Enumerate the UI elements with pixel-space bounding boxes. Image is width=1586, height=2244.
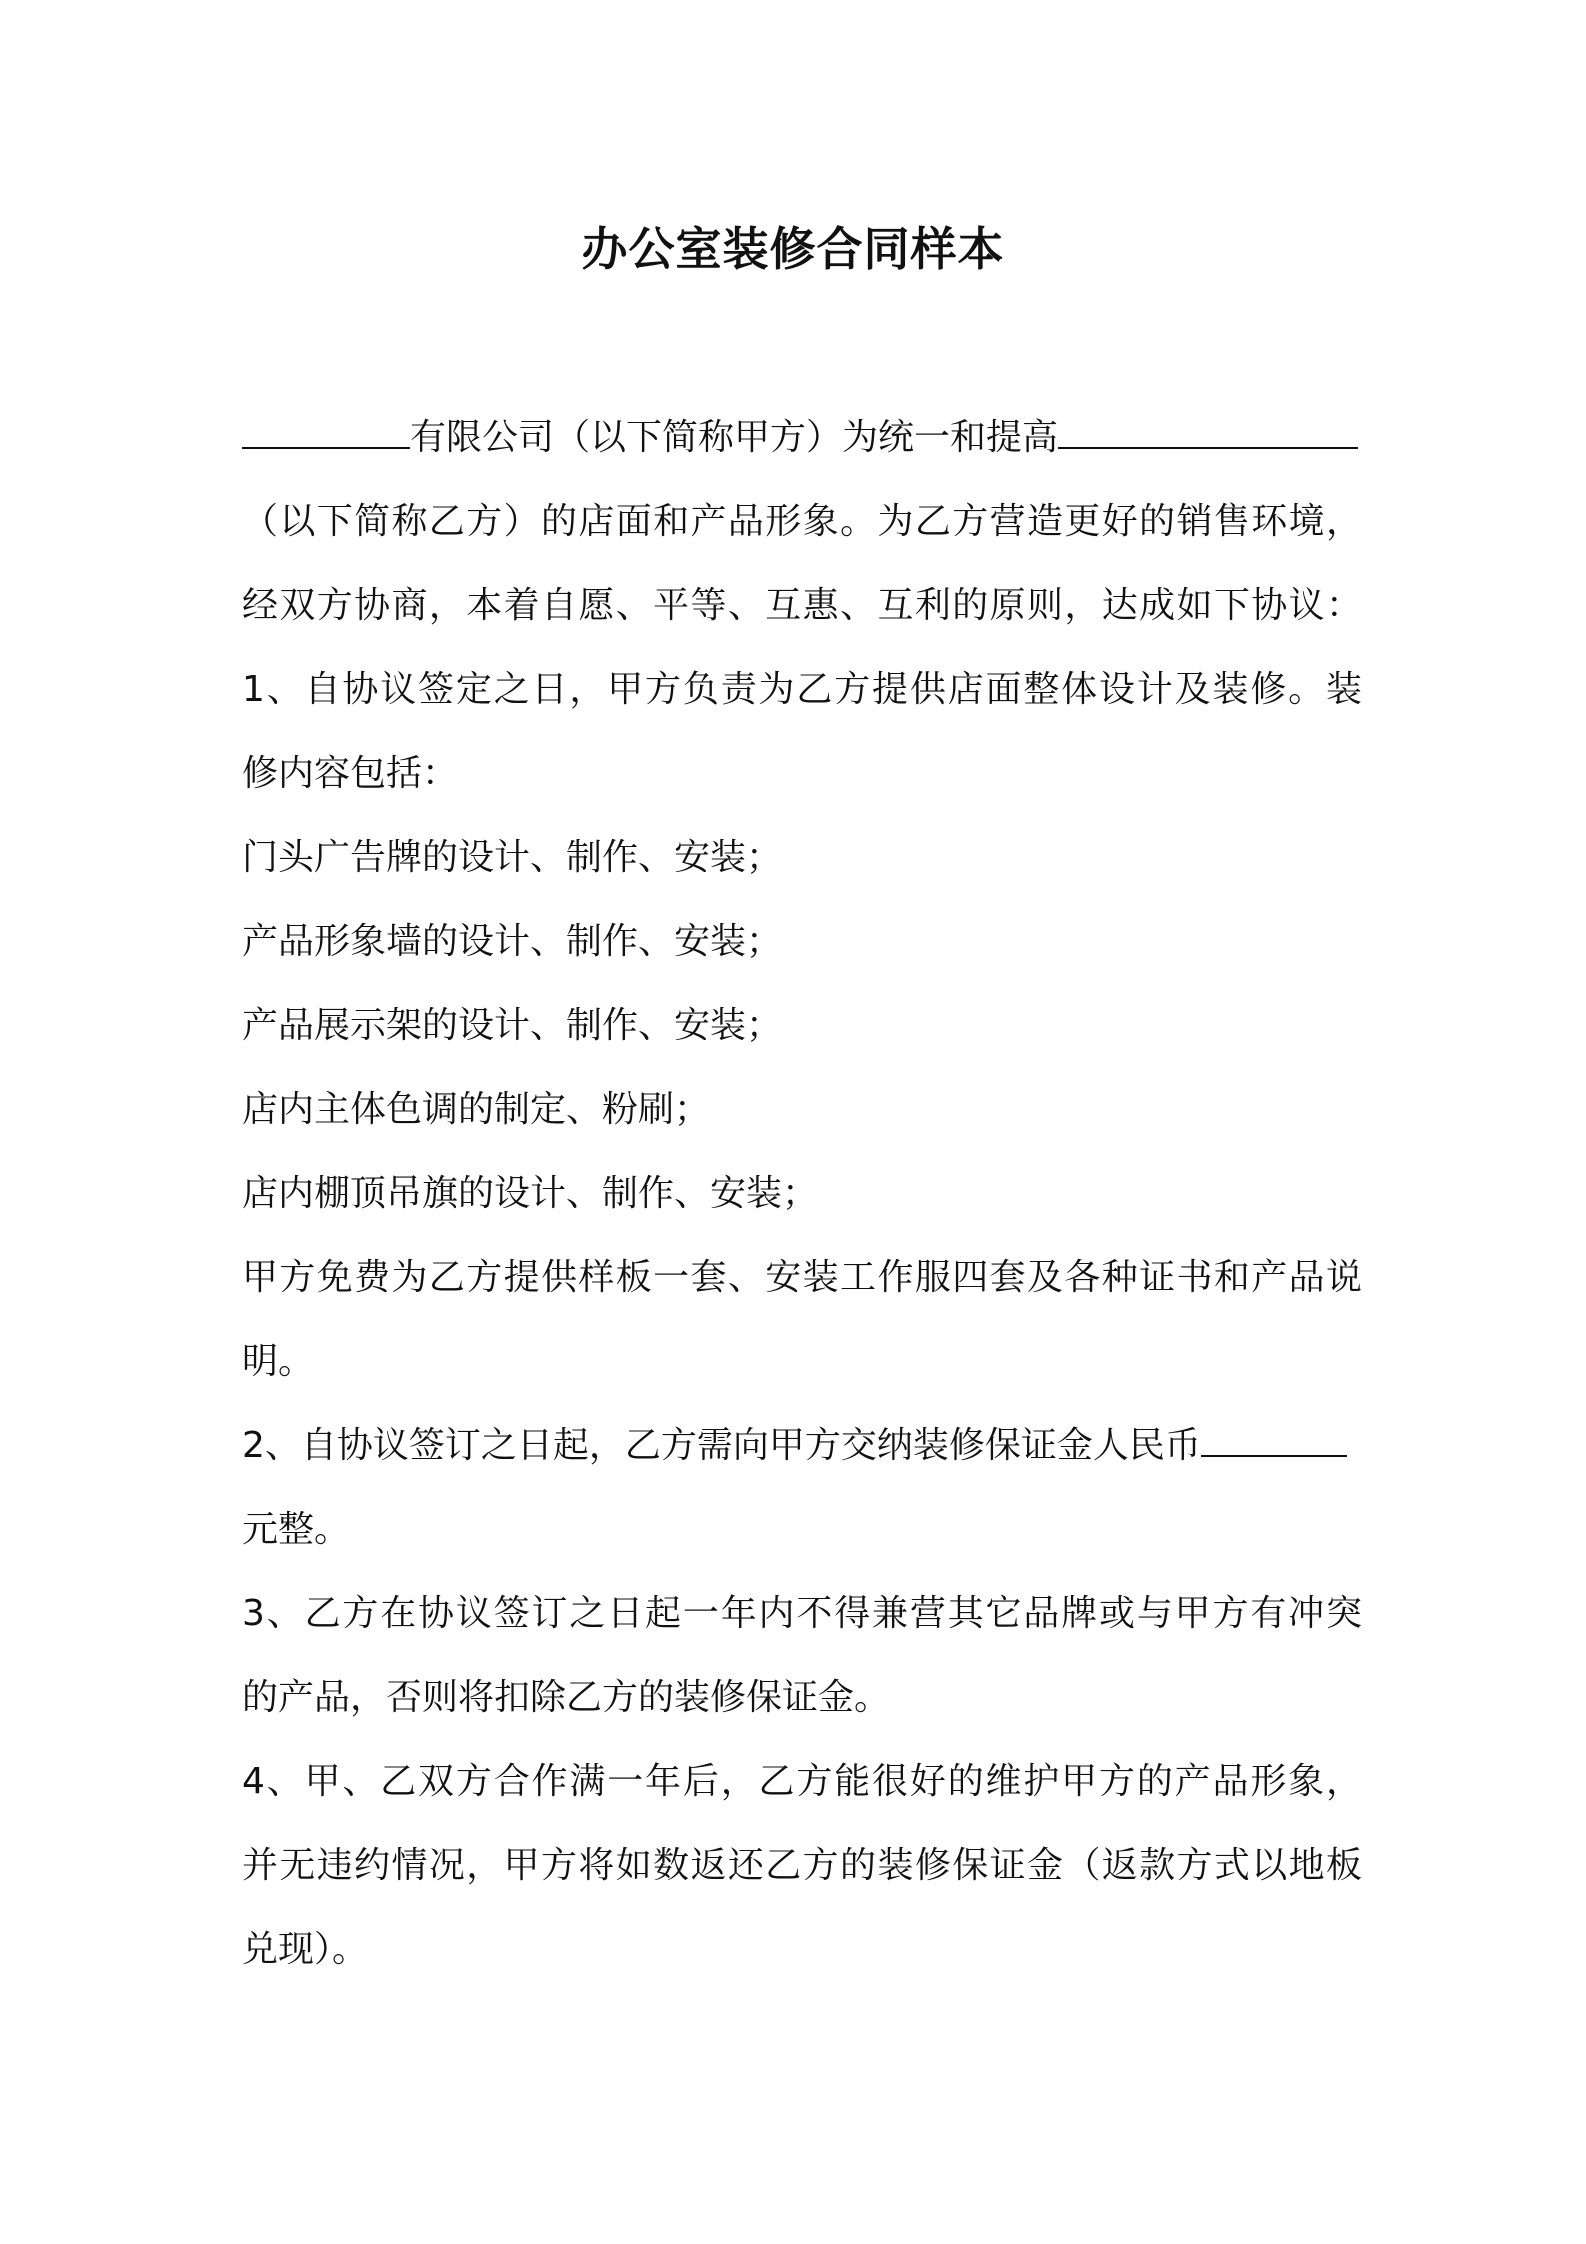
party-b-name-blank xyxy=(1058,411,1358,449)
document-title: 办公室装修合同样本 xyxy=(581,222,1005,276)
clause-2-line-1-text: 2、自协议签订之日起，乙方需向甲方交纳装修保证金人民币 xyxy=(242,1425,1201,1466)
intro-line-2: （以下简称乙方）的店面和产品形象。为乙方营造更好的销售环境， xyxy=(242,501,1362,542)
clause-1-extra-line-1: 甲方免费为乙方提供样板一套、安装工作服四套及各种证书和产品说 xyxy=(242,1257,1362,1298)
clause-1-item: 店内棚顶吊旗的设计、制作、安装； xyxy=(242,1173,819,1214)
clause-2-line-1 xyxy=(242,1418,1362,1474)
clause-1-line-2: 修内容包括： xyxy=(242,753,459,794)
clause-3-line-2: 的产品，否则将扣除乙方的装修保证金。 xyxy=(242,1677,891,1718)
clause-4-line-3: 兑现）。 xyxy=(242,1929,369,1970)
clause-1-item: 产品展示架的设计、制作、安装； xyxy=(242,1005,783,1046)
clause-4-line-1: 4、甲、乙双方合作满一年后，乙方能很好的维护甲方的产品形象， xyxy=(242,1761,1362,1802)
intro-line-3: 经双方协商，本着自愿、平等、互惠、互利的原则，达成如下协议： xyxy=(242,585,1362,626)
clause-4-line-2: 并无违约情况，甲方将如数返还乙方的装修保证金（返款方式以地板 xyxy=(242,1845,1362,1886)
clause-1-item: 店内主体色调的制定、粉刷； xyxy=(242,1089,711,1130)
deposit-amount-blank xyxy=(1201,1419,1347,1457)
intro-line-1 xyxy=(242,410,1362,466)
clause-1-extra-line-2: 明。 xyxy=(242,1341,315,1382)
clause-3-line-1: 3、乙方在协议签订之日起一年内不得兼营其它品牌或与甲方有冲突 xyxy=(242,1593,1362,1634)
clause-1-line-1: 1、自协议签定之日，甲方负责为乙方提供店面整体设计及装修。装 xyxy=(242,669,1362,710)
clause-2-line-2: 元整。 xyxy=(242,1509,351,1550)
clause-1-item: 产品形象墙的设计、制作、安装； xyxy=(242,921,783,962)
intro-line-1-text: 有限公司（以下简称甲方）为统一和提高 xyxy=(410,417,1059,458)
clause-1-item: 门头广告牌的设计、制作、安装； xyxy=(242,837,783,878)
company-name-blank xyxy=(242,411,410,449)
